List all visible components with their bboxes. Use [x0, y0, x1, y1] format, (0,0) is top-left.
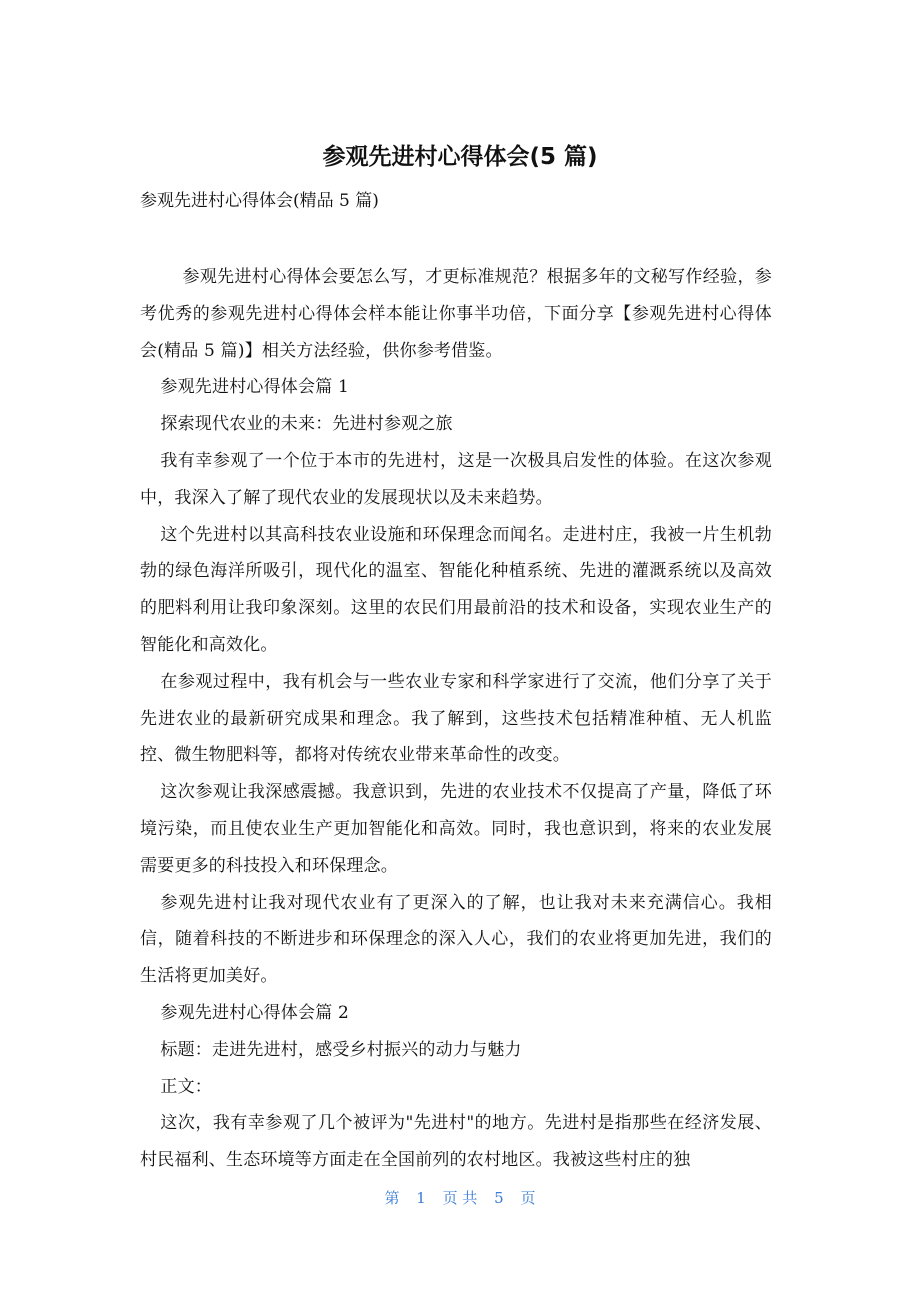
body-paragraph: 在参观过程中，我有机会与一些农业专家和科学家进行了交流，他们分享了关于先进农业的最新研究成果和理念。我了解到，这些技术包括精准种植、无人机监控、微生物肥料等，都将对传统农业带来革命性的改变。 [140, 671, 772, 766]
essay-title-2: 标题：走进先进村，感受乡村振兴的动力与魅力 [160, 1039, 522, 1060]
essay-title-1: 探索现代农业的未来：先进村参观之旅 [160, 414, 453, 435]
body-paragraph: 我有幸参观了一个位于本市的先进村，这是一次极具启发性的体验。在这次参观中，我深入了解了现代农业的发展现状以及未来趋势。 [140, 450, 772, 508]
body-paragraph: 参观先进村让我对现代农业有了更深入的了解，也让我对未来充满信心。我相信，随着科技的不断进步和环保理念的深入人心，我们的农业将更加先进，我们的生活将更加美好。 [140, 892, 772, 987]
page-footer [0, 1186, 920, 1210]
document-subtitle: 参观先进村心得体会(精品 5 篇) [140, 191, 379, 211]
footer-label-page: 第 [384, 1189, 400, 1207]
document-title: 参观先进村心得体会(5 篇) [322, 144, 598, 170]
body-paragraph: 这次，我有幸参观了几个被评为"先进村"的地方。先进村是指那些在经济发展、村民福利、生态环境等方面走在全国前列的农村地区。我被这些村庄的独 [140, 1113, 772, 1171]
section-heading-1: 参观先进村心得体会篇 1 [160, 377, 350, 398]
body-paragraph: 这个先进村以其高科技农业设施和环保理念而闻名。走进村庄，我被一片生机勃勃的绿色海洋所吸引，现代化的温室、智能化种植系统、先进的灌溉系统以及高效的肥料利用让我印象深刻。这里的农民们用最前沿的技术和设备，实现农业生产的智能化和高效化。 [140, 524, 772, 655]
document-body [140, 259, 772, 1179]
footer-label-of: 页 共 [442, 1189, 478, 1207]
section-heading-2: 参观先进村心得体会篇 2 [160, 1002, 350, 1023]
body-label: 正文： [160, 1076, 212, 1097]
footer-label-end: 页 [520, 1189, 536, 1207]
intro-paragraph: 参观先进村心得体会要怎么写，才更标准规范？根据多年的文秘写作经验，参考优秀的参观先进村心得体会样本能让你事半功倍，下面分享【参观先进村心得体会(精品 5 篇)】相关方法经验，供你参考借鉴。 [140, 267, 772, 361]
body-paragraph: 这次参观让我深感震撼。我意识到，先进的农业技术不仅提高了产量，降低了环境污染，而且使农业生产更加智能化和高效。同时，我也意识到，将来的农业发展需要更多的科技投入和环保理念。 [140, 782, 772, 876]
footer-current-page: 1 [416, 1189, 426, 1207]
footer-total-pages: 5 [494, 1189, 504, 1207]
